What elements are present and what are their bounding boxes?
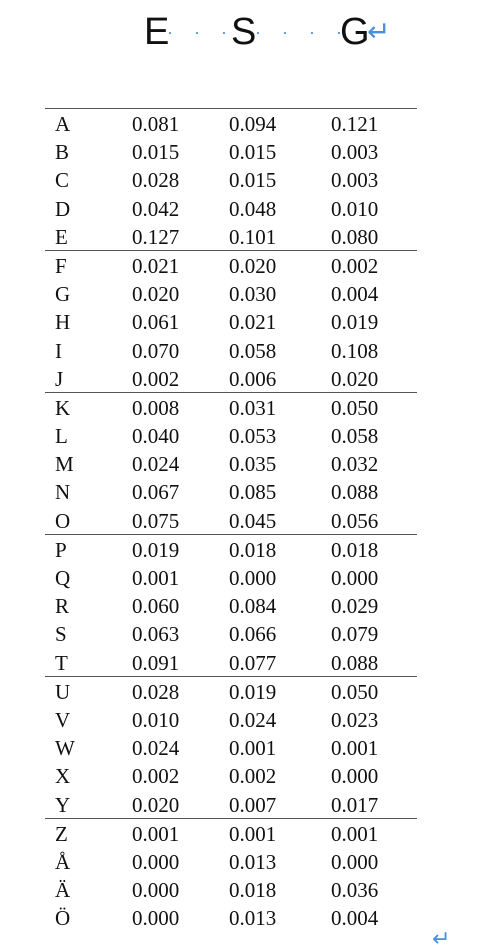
header-label-g: G — [340, 11, 370, 53]
row-letter: L — [55, 424, 68, 449]
value-e: 0.127 — [132, 224, 180, 249]
table-row — [45, 194, 417, 222]
table-row — [45, 875, 417, 903]
value-s: 0.007 — [229, 792, 277, 817]
table-row — [45, 563, 417, 591]
row-letter: I — [55, 338, 62, 363]
row-letter: M — [55, 452, 74, 477]
table-row — [45, 506, 417, 534]
value-e: 0.002 — [132, 366, 180, 391]
value-e: 0.028 — [132, 168, 180, 193]
value-e: 0.067 — [132, 480, 180, 505]
table-row — [45, 165, 417, 193]
value-s: 0.001 — [229, 821, 277, 846]
table-row — [45, 449, 417, 477]
column-header — [0, 10, 490, 54]
row-letter: C — [55, 168, 70, 193]
header-label-e: E — [144, 11, 170, 53]
value-s: 0.001 — [229, 736, 277, 761]
table-row — [45, 677, 417, 705]
value-e: 0.070 — [132, 338, 180, 363]
value-s: 0.000 — [229, 566, 277, 590]
value-g: 0.004 — [331, 282, 379, 307]
value-e: 0.020 — [132, 792, 180, 817]
table-row — [45, 251, 417, 279]
value-s: 0.035 — [229, 452, 277, 477]
table-row — [45, 279, 417, 307]
value-s: 0.045 — [229, 508, 277, 533]
value-s: 0.077 — [229, 650, 277, 675]
value-s: 0.002 — [229, 764, 277, 789]
value-g: 0.050 — [331, 679, 379, 704]
value-g: 0.000 — [331, 764, 379, 789]
value-e: 0.060 — [132, 594, 180, 619]
value-s: 0.048 — [229, 196, 277, 221]
value-s: 0.053 — [229, 424, 277, 449]
row-letter: U — [55, 679, 71, 704]
value-s: 0.006 — [229, 366, 277, 391]
value-g: 0.000 — [331, 849, 379, 874]
value-s: 0.015 — [229, 140, 277, 165]
value-s: 0.085 — [229, 480, 277, 505]
value-g: 0.108 — [331, 338, 379, 363]
table-row — [45, 790, 417, 818]
value-e: 0.042 — [132, 196, 180, 221]
value-s: 0.021 — [229, 310, 277, 335]
value-e: 0.024 — [132, 736, 180, 761]
value-s: 0.058 — [229, 338, 277, 363]
value-s: 0.013 — [229, 906, 277, 931]
table-row — [45, 393, 417, 421]
value-s: 0.024 — [229, 707, 277, 732]
value-g: 0.121 — [331, 112, 379, 136]
value-g: 0.056 — [331, 508, 379, 533]
header-label-s: S — [231, 11, 257, 53]
row-letter: R — [55, 594, 70, 619]
row-letter: Z — [55, 821, 68, 846]
row-letter: D — [55, 196, 71, 221]
table-row — [45, 137, 417, 165]
row-letter: O — [55, 508, 71, 533]
value-g: 0.032 — [331, 452, 379, 477]
row-letter: Q — [55, 566, 71, 590]
value-g: 0.003 — [331, 140, 379, 165]
table-row — [45, 761, 417, 789]
table-row — [45, 705, 417, 733]
value-e: 0.024 — [132, 452, 180, 477]
value-s: 0.018 — [229, 537, 277, 562]
table-row — [45, 535, 417, 563]
table-row — [45, 733, 417, 761]
value-e: 0.063 — [132, 622, 180, 647]
value-s: 0.030 — [229, 282, 277, 307]
value-e: 0.040 — [132, 424, 180, 449]
row-letter: A — [55, 112, 71, 136]
value-g: 0.058 — [331, 424, 379, 449]
table-row — [45, 819, 417, 847]
frequency-table — [45, 108, 417, 931]
value-g: 0.023 — [331, 707, 379, 732]
value-g: 0.017 — [331, 792, 379, 817]
value-s: 0.101 — [229, 224, 277, 249]
value-e: 0.091 — [132, 650, 180, 675]
value-g: 0.019 — [331, 310, 379, 335]
row-letter: F — [55, 253, 67, 278]
row-letter: K — [55, 395, 71, 420]
row-letter: J — [55, 366, 64, 391]
value-s: 0.094 — [229, 112, 277, 136]
row-letter: W — [55, 736, 75, 761]
paragraph-mark-icon: ↵ — [367, 15, 391, 48]
value-g: 0.079 — [331, 622, 379, 647]
value-e: 0.010 — [132, 707, 180, 732]
space-dots: · · · · — [255, 22, 350, 42]
row-letter: H — [55, 310, 71, 335]
value-e: 0.028 — [132, 679, 180, 704]
value-g: 0.050 — [331, 395, 379, 420]
value-e: 0.020 — [132, 282, 180, 307]
space-dots: · · · — [167, 22, 235, 42]
value-e: 0.001 — [132, 821, 180, 846]
table-row — [45, 421, 417, 449]
value-g: 0.018 — [331, 537, 379, 562]
row-letter: B — [55, 140, 70, 165]
row-letter: X — [55, 764, 71, 789]
table-row — [45, 847, 417, 875]
value-s: 0.031 — [229, 395, 277, 420]
table-row — [45, 222, 417, 250]
paragraph-mark-icon: ↵ — [432, 927, 451, 952]
value-e: 0.000 — [132, 906, 180, 931]
row-letter: P — [55, 537, 67, 562]
value-e: 0.001 — [132, 566, 180, 590]
row-letter: G — [55, 282, 71, 307]
value-e: 0.019 — [132, 537, 180, 562]
row-letter: V — [55, 707, 71, 732]
row-letter: Ö — [55, 906, 71, 931]
row-letter: S — [55, 622, 67, 647]
value-s: 0.019 — [229, 679, 277, 704]
value-e: 0.015 — [132, 140, 180, 165]
row-letter: T — [55, 650, 68, 675]
value-s: 0.066 — [229, 622, 277, 647]
table-row — [45, 364, 417, 392]
value-g: 0.080 — [331, 224, 379, 249]
value-s: 0.015 — [229, 168, 277, 193]
value-s: 0.018 — [229, 878, 277, 903]
value-e: 0.021 — [132, 253, 180, 278]
value-g: 0.020 — [331, 366, 379, 391]
row-letter: Y — [55, 792, 71, 817]
value-g: 0.001 — [331, 736, 379, 761]
value-g: 0.088 — [331, 650, 379, 675]
table-row — [45, 307, 417, 335]
row-letter: Å — [55, 849, 71, 874]
value-e: 0.081 — [132, 112, 180, 136]
value-g: 0.010 — [331, 196, 379, 221]
value-g: 0.001 — [331, 821, 379, 846]
value-g: 0.000 — [331, 566, 379, 590]
value-s: 0.020 — [229, 253, 277, 278]
value-e: 0.002 — [132, 764, 180, 789]
value-s: 0.084 — [229, 594, 277, 619]
table-row — [45, 336, 417, 364]
value-g: 0.036 — [331, 878, 379, 903]
value-e: 0.008 — [132, 395, 180, 420]
table-row — [45, 648, 417, 676]
table-row — [45, 619, 417, 647]
table-row — [45, 477, 417, 505]
value-g: 0.088 — [331, 480, 379, 505]
value-e: 0.075 — [132, 508, 180, 533]
value-e: 0.000 — [132, 878, 180, 903]
row-letter: N — [55, 480, 71, 505]
value-g: 0.002 — [331, 253, 379, 278]
value-e: 0.061 — [132, 310, 180, 335]
value-g: 0.029 — [331, 594, 379, 619]
value-s: 0.013 — [229, 849, 277, 874]
value-g: 0.003 — [331, 168, 379, 193]
value-e: 0.000 — [132, 849, 180, 874]
table-row — [45, 903, 417, 931]
table-row — [45, 591, 417, 619]
value-g: 0.004 — [331, 906, 379, 931]
row-letter: E — [55, 224, 68, 249]
table-row — [45, 109, 417, 137]
row-letter: Ä — [55, 878, 71, 903]
